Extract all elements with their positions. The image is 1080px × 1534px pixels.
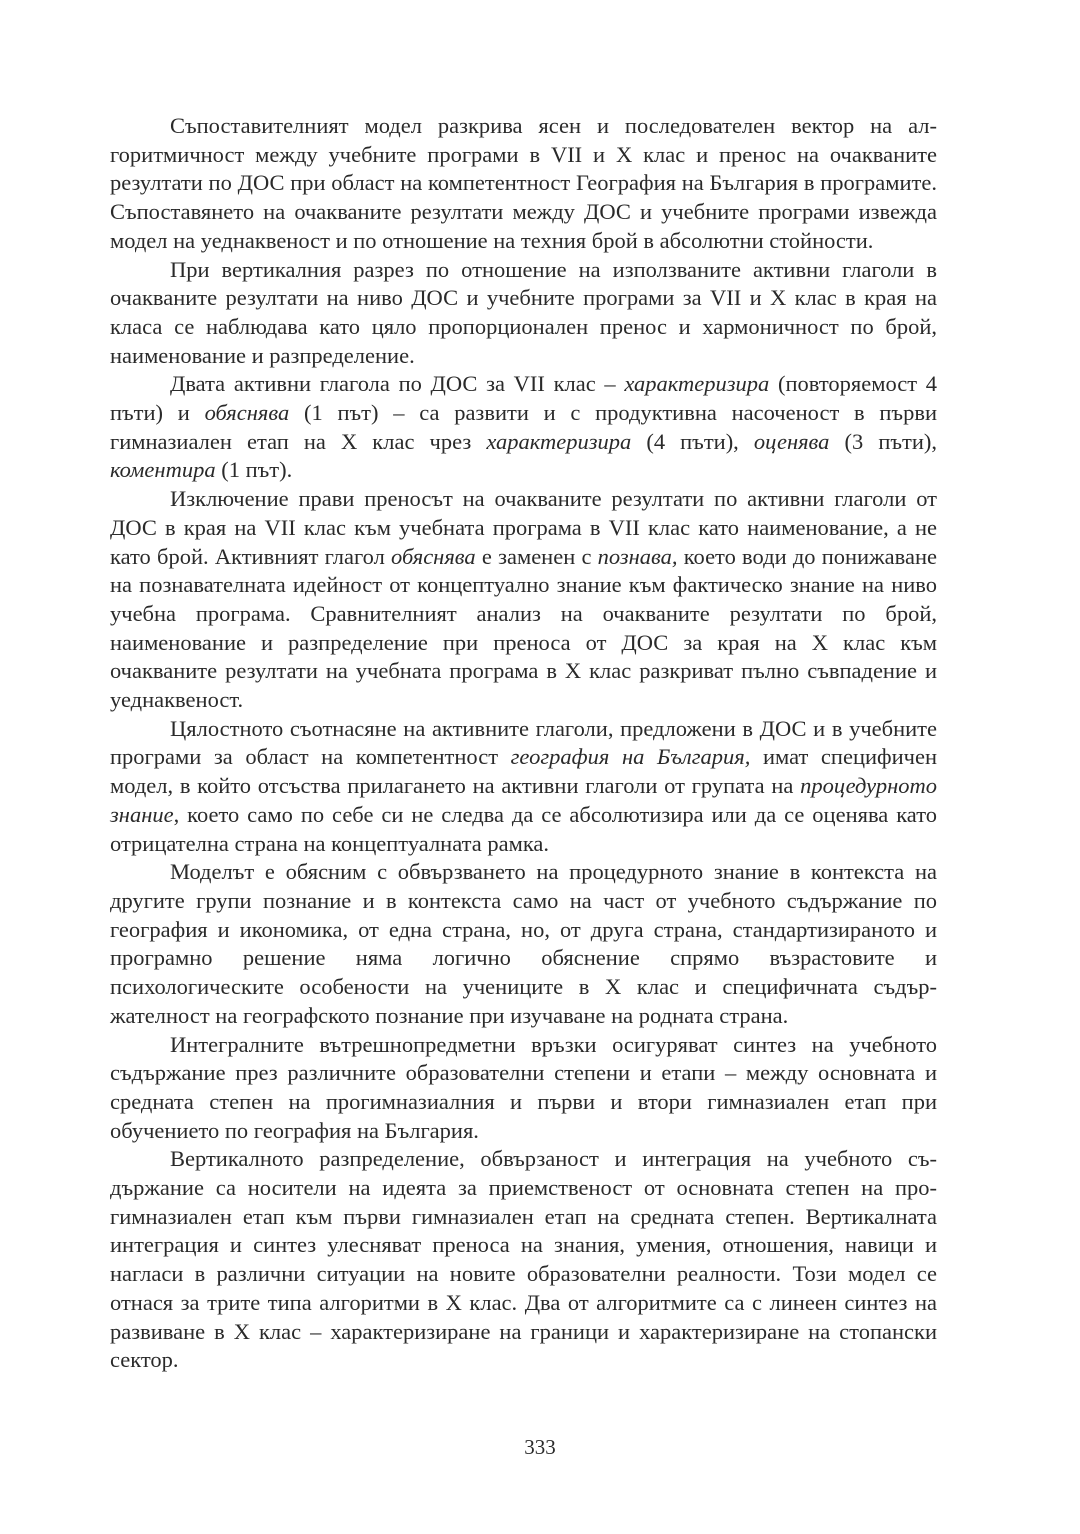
text-run: , което само по себе си не следва да се абсолютизира или да се оценява като отрицателна страна на концептуалната рамка.: [110, 801, 937, 856]
paragraph-5: [110, 715, 937, 859]
text-run: Моделът е обясним с обвързването на процедурното знание в контекста на другите групи познание и в контекста само на част от учебното съдържание по география и икономика, от една страна, но, от друга страна, стандартизираното и програмно решение няма логично обяснение спрямо възрастовите и психологическите особености на учениците в X клас и специфичната съдържателност на географското познание при изучаване на родната страна.: [110, 859, 937, 1028]
paragraph-1: [110, 112, 937, 256]
italic-term: процедурното знание: [110, 773, 937, 827]
text-run: (повторяемост 4 пъти) и: [110, 371, 938, 426]
italic-term: обяснява: [391, 543, 476, 569]
italic-term: познава,: [597, 543, 678, 569]
italic-term: характеризира: [624, 371, 770, 397]
paragraph-2: [110, 256, 937, 371]
text-run: При вертикалния разрез по отношение на използваните активни глаголи в очакваните резултати на ниво ДОС и учебните програми за VII и X клас в края на класа се наблюдава като цяло пропорционален пренос и хармоничност по брой, наименование и разпределение.: [110, 256, 937, 368]
text-run: имат специфичен модел, в който отсъства прилагането на активни глаголи от групата на: [110, 744, 937, 799]
text-run: (4 пъти),: [631, 428, 754, 454]
paragraph-4: [110, 485, 937, 715]
italic-term: оценява: [753, 428, 830, 454]
text-run: Цялостното съотнасяне на активните глаголи, предложени в ДОС и в учебните програми за област на компетентност: [110, 715, 937, 770]
text-run: (3 пъти),: [829, 428, 937, 454]
page-body: [110, 112, 937, 1375]
text-run: Изключение прави преносът на очакваните резултати по активни глаголи от ДОС в края на VII клас към учебната програма в VII клас като наименование, а не като брой. Активният глагол: [110, 486, 937, 569]
italic-term: география на България,: [510, 744, 751, 770]
paragraph-3: [110, 370, 937, 485]
italic-term: характеризира: [486, 428, 632, 454]
text-run: е заменен с: [475, 543, 598, 569]
text-run: Съпоставителният модел разкрива ясен и последователен вектор на алгоритмичност между учебните програми в VII и X клас и пренос на очакваните резултати по ДОС при област на компетентност География на България в програмите. Съпоставянето на очакваните резултати между ДОС и учебните програми извежда модел на уеднаквеност и по отношение на техния брой в абсолютни стойности.: [110, 113, 937, 253]
text-run: Вертикалното разпределение, обвързаност и интеграция на учебното съдържание са носители на идеята за приемственост от основната степен на прогимназиален етап към първи гимназиален етап на средната степен. Вертикалната интеграция и синтез улесняват преноса на знания, умения, отношения, навици и нагласи в различни ситуации на новите образователни реалности. Този модел се отнася за трите типа алгоритми в X клас. Два от алгоритмите са с линеен синтез на развиване в X клас – характеризиране на граници и характеризиране на стопански сектор.: [110, 1146, 937, 1373]
text-run: което води до понижаване на познавателната идейност от концептуално знание към фактическо знание на ниво учебна програма. Сравнителният анализ на очакваните резултати по брой, наименование и разпределение при преноса от ДОС за края на X клас към очакваните резултати на учебната програма в X клас разкриват пълно съвпадение и уеднаквеност.: [110, 543, 937, 713]
paragraph-7: [110, 1031, 937, 1146]
paragraph-8: [110, 1145, 937, 1375]
paragraph-6: [110, 858, 937, 1030]
text-run: (1 път) – са развити и с продуктивна насоченост в първи гимназиален етап на X клас чрез: [110, 400, 937, 454]
page-number: 333: [524, 1435, 556, 1459]
text-run: Интегралните вътрешнопредметни връзки осигуряват синтез на учебното съдържание през различните образователни степени и етапи – между основната и средната степен на прогимназиалния и първи и втори гимназиален етап при обучението по география на България.: [110, 1031, 937, 1143]
text-run: (1 път).: [215, 457, 293, 483]
italic-term: коментира: [110, 457, 216, 483]
text-run: Двата активни глагола по ДОС за VII клас –: [170, 371, 625, 397]
italic-term: обяснява: [204, 400, 290, 426]
